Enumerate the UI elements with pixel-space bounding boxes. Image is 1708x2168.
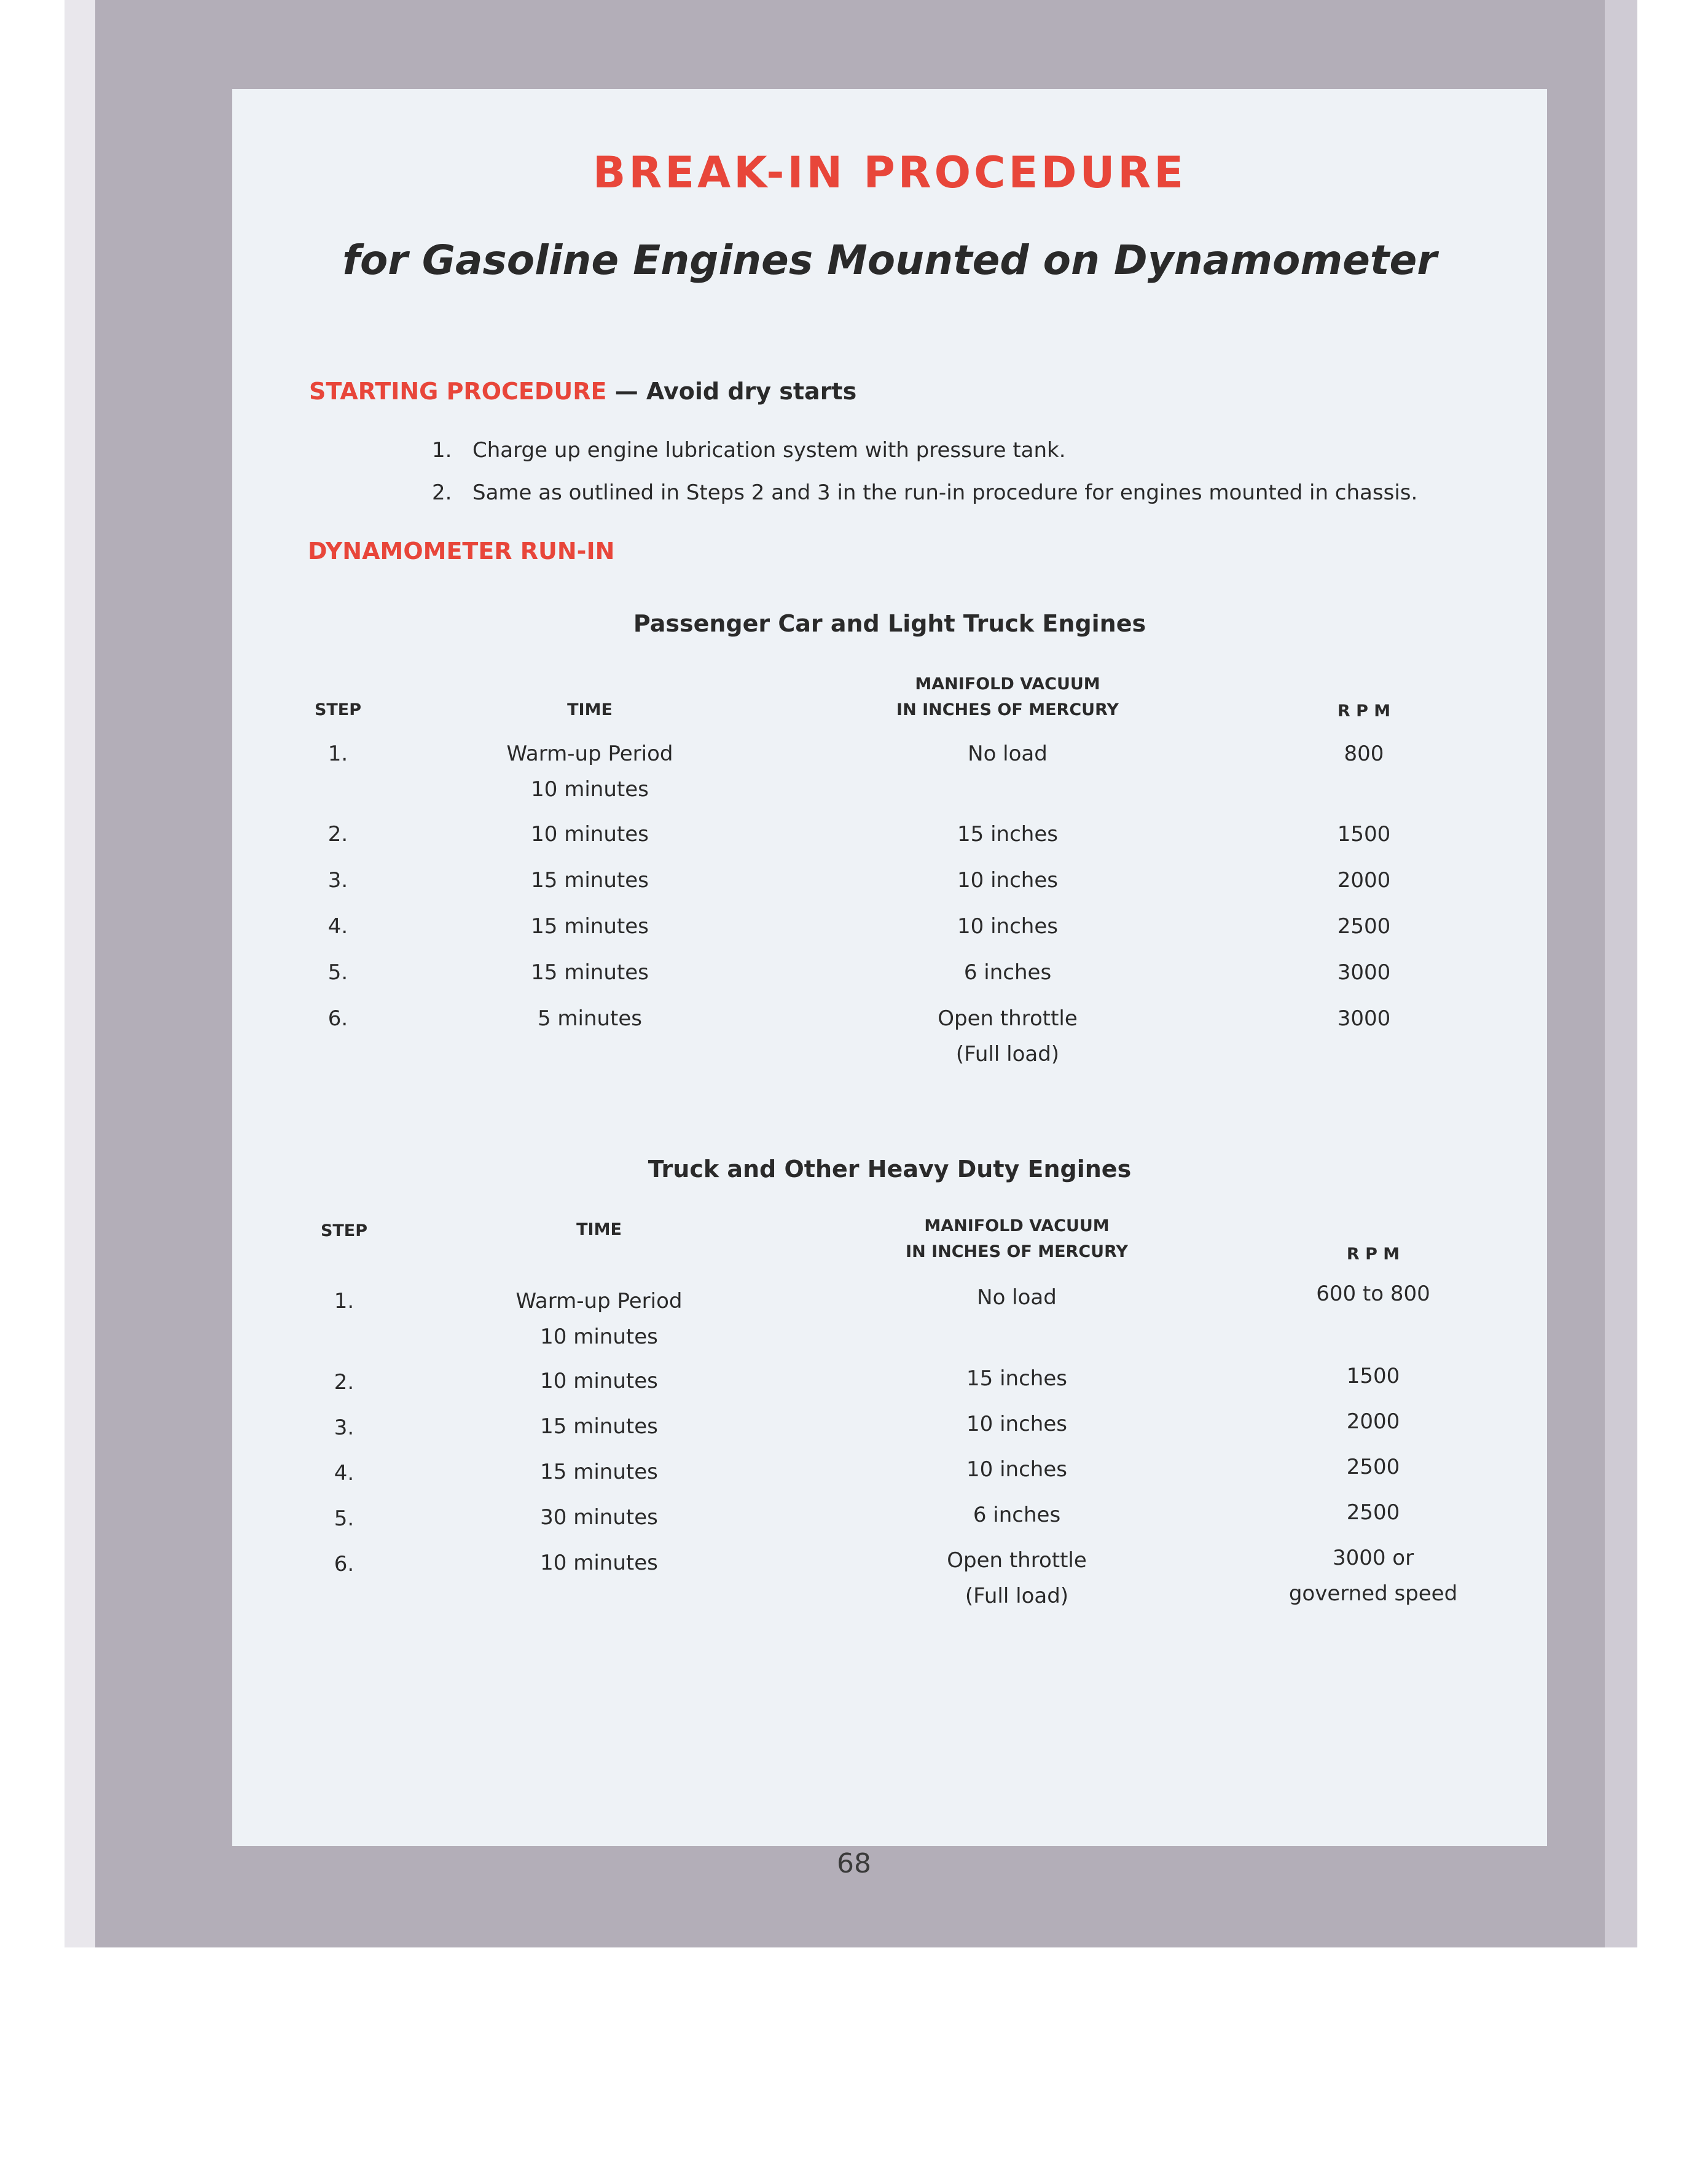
cell-vacuum-line: Open throttle bbox=[938, 1006, 1078, 1031]
cell-step: 3. bbox=[334, 1415, 355, 1440]
page-edge-left bbox=[65, 0, 95, 1947]
page-number: 68 bbox=[837, 1848, 871, 1879]
cell-time: 15 minutes bbox=[531, 960, 649, 985]
column-header-vacuum bbox=[845, 1213, 1189, 1265]
cell-rpm bbox=[1263, 1540, 1484, 1611]
table-title: Truck and Other Heavy Duty Engines bbox=[648, 1156, 1132, 1183]
cell-time-line: 10 minutes bbox=[531, 777, 649, 802]
cell-vacuum: 10 inches bbox=[966, 1457, 1067, 1482]
cell-time: 30 minutes bbox=[540, 1505, 658, 1530]
cell-time: 15 minutes bbox=[531, 868, 649, 893]
cell-time: 15 minutes bbox=[531, 914, 649, 939]
column-header-rpm: R P M bbox=[1346, 1245, 1400, 1264]
column-header-step: STEP bbox=[314, 700, 362, 719]
cell-rpm-line: governed speed bbox=[1288, 1581, 1458, 1606]
starting-procedure-note: — Avoid dry starts bbox=[614, 378, 857, 405]
cell-vacuum: 6 inches bbox=[963, 960, 1052, 985]
step-text: Same as outlined in Steps 2 and 3 in the run-in procedure for engines mounted in chassis. bbox=[472, 480, 1418, 505]
cell-rpm: 3000 bbox=[1337, 960, 1391, 985]
starting-step bbox=[432, 480, 1417, 505]
cell-step: 4. bbox=[334, 1461, 355, 1485]
cell-vacuum: No load bbox=[977, 1285, 1057, 1310]
cell-vacuum: 10 inches bbox=[966, 1412, 1067, 1436]
cell-step: 2. bbox=[327, 822, 348, 847]
cell-time: 15 minutes bbox=[540, 1414, 658, 1439]
cell-vacuum-line: (Full load) bbox=[955, 1042, 1060, 1066]
cell-step: 5. bbox=[327, 960, 348, 985]
cell-vacuum: 15 inches bbox=[966, 1366, 1067, 1391]
cell-time bbox=[430, 736, 750, 807]
page-subtitle: for Gasoline Engines Mounted on Dynamometer bbox=[342, 237, 1437, 284]
cell-step: 6. bbox=[334, 1552, 355, 1576]
cell-time: 10 minutes bbox=[540, 1551, 658, 1575]
cell-time-line: Warm-up Period bbox=[506, 742, 673, 766]
cell-rpm: 1500 bbox=[1346, 1364, 1400, 1388]
cell-rpm: 3000 bbox=[1337, 1006, 1391, 1031]
cell-step: 5. bbox=[334, 1506, 355, 1531]
cell-vacuum: 6 inches bbox=[973, 1503, 1061, 1527]
step-text: Charge up engine lubrication system with pressure tank. bbox=[472, 438, 1066, 463]
cell-time bbox=[439, 1283, 759, 1355]
starting-procedure-heading bbox=[309, 378, 856, 405]
column-header-step: STEP bbox=[320, 1221, 368, 1240]
cell-step: 3. bbox=[327, 868, 348, 893]
column-header-vacuum-line1: MANIFOLD VACUUM bbox=[924, 1216, 1110, 1235]
cell-time-line: Warm-up Period bbox=[515, 1289, 683, 1313]
cell-vacuum bbox=[836, 1001, 1180, 1072]
cell-time: 5 minutes bbox=[537, 1006, 643, 1031]
cell-vacuum-line: (Full load) bbox=[965, 1584, 1069, 1608]
cell-step: 2. bbox=[334, 1370, 355, 1395]
cell-step: 6. bbox=[327, 1006, 348, 1031]
cell-vacuum-line: Open throttle bbox=[947, 1548, 1087, 1573]
column-header-vacuum-line2: IN INCHES OF MERCURY bbox=[896, 700, 1119, 719]
column-header-vacuum-line1: MANIFOLD VACUUM bbox=[915, 675, 1100, 694]
cell-vacuum: No load bbox=[968, 742, 1048, 766]
cell-time-line: 10 minutes bbox=[540, 1325, 658, 1349]
cell-vacuum bbox=[845, 1543, 1189, 1614]
cell-time: 10 minutes bbox=[531, 822, 649, 847]
cell-rpm: 2500 bbox=[1337, 914, 1391, 939]
cell-step: 1. bbox=[327, 742, 348, 766]
cell-rpm: 2500 bbox=[1346, 1455, 1400, 1479]
column-header-vacuum-line2: IN INCHES OF MERCURY bbox=[906, 1242, 1128, 1261]
cell-rpm-line: 3000 or bbox=[1332, 1546, 1414, 1570]
dynamometer-run-in-heading: DYNAMOMETER RUN-IN bbox=[308, 538, 615, 565]
cell-time: 10 minutes bbox=[540, 1369, 658, 1393]
page-edge-right bbox=[1605, 0, 1637, 1947]
cell-rpm: 2000 bbox=[1346, 1409, 1400, 1434]
page-title: BREAK-IN PROCEDURE bbox=[592, 147, 1187, 198]
table-title: Passenger Car and Light Truck Engines bbox=[633, 610, 1146, 637]
cell-rpm: 2000 bbox=[1337, 868, 1391, 893]
cell-vacuum: 10 inches bbox=[957, 868, 1058, 893]
column-header-time: TIME bbox=[567, 700, 613, 719]
column-header-rpm: R P M bbox=[1337, 702, 1391, 721]
column-header-vacuum bbox=[836, 671, 1180, 723]
cell-vacuum: 15 inches bbox=[957, 822, 1058, 847]
cell-rpm: 800 bbox=[1344, 742, 1384, 766]
starting-procedure-title: STARTING PROCEDURE bbox=[309, 378, 607, 405]
starting-step bbox=[432, 438, 1066, 463]
content-panel bbox=[232, 89, 1547, 1846]
cell-rpm: 1500 bbox=[1337, 822, 1391, 847]
cell-time: 15 minutes bbox=[540, 1460, 658, 1484]
cell-rpm: 600 to 800 bbox=[1316, 1282, 1430, 1306]
column-header-time: TIME bbox=[576, 1220, 622, 1239]
cell-step: 1. bbox=[334, 1289, 355, 1313]
step-number: 2. bbox=[432, 480, 452, 505]
cell-vacuum: 10 inches bbox=[957, 914, 1058, 939]
cell-rpm: 2500 bbox=[1346, 1500, 1400, 1525]
cell-step: 4. bbox=[327, 914, 348, 939]
step-number: 1. bbox=[432, 438, 452, 463]
